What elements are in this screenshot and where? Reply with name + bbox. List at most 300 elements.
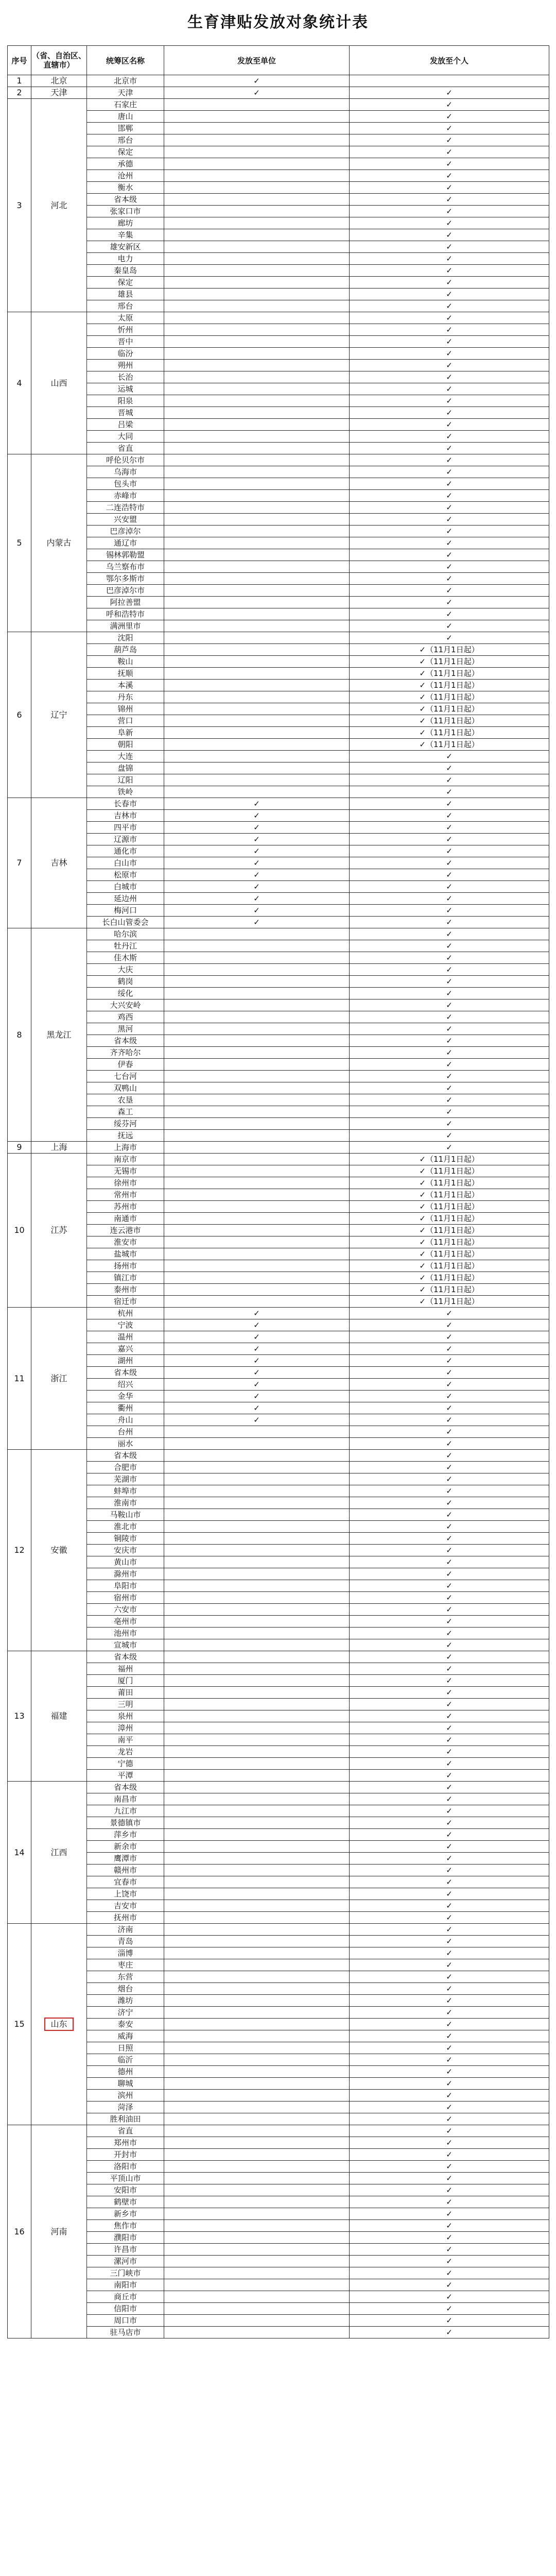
to-unit-cell bbox=[164, 2125, 350, 2137]
to-unit-cell bbox=[164, 2244, 350, 2256]
region-cell: 吕梁 bbox=[87, 419, 164, 431]
table-row bbox=[8, 146, 549, 158]
table-row bbox=[8, 1675, 549, 1687]
to-person-cell: ✓ bbox=[350, 2102, 549, 2113]
table-row bbox=[8, 644, 549, 656]
region-cell: 德州 bbox=[87, 2066, 164, 2078]
to-unit-cell bbox=[164, 1568, 350, 1580]
table-row bbox=[8, 964, 549, 976]
table-row bbox=[8, 869, 549, 881]
table-row bbox=[8, 620, 549, 632]
to-unit-cell bbox=[164, 1094, 350, 1106]
to-person-cell: ✓（11月1日起） bbox=[350, 703, 549, 715]
table-row bbox=[8, 1391, 549, 1402]
to-unit-cell bbox=[164, 1947, 350, 1959]
table-row bbox=[8, 928, 549, 940]
to-unit-cell bbox=[164, 1912, 350, 1924]
region-cell: 聊城 bbox=[87, 2078, 164, 2090]
to-person-cell: ✓（11月1日起） bbox=[350, 680, 549, 691]
table-row bbox=[8, 407, 549, 419]
region-cell: 盐城市 bbox=[87, 1248, 164, 1260]
region-cell: 伊春 bbox=[87, 1059, 164, 1071]
table-row bbox=[8, 454, 549, 466]
region-cell: 漯河市 bbox=[87, 2256, 164, 2267]
region-cell: 衡水 bbox=[87, 182, 164, 194]
table-row bbox=[8, 1082, 549, 1094]
to-person-cell: ✓ bbox=[350, 431, 549, 443]
to-unit-cell bbox=[164, 1734, 350, 1746]
region-cell: 潍坊 bbox=[87, 1995, 164, 2007]
region-cell: 连云港市 bbox=[87, 1225, 164, 1236]
to-unit-cell bbox=[164, 1604, 350, 1616]
to-person-cell: ✓ bbox=[350, 2327, 549, 2338]
region-cell: 菏泽 bbox=[87, 2102, 164, 2113]
to-person-cell: ✓ bbox=[350, 289, 549, 300]
to-unit-cell: ✓ bbox=[164, 1343, 350, 1355]
region-cell: 南京市 bbox=[87, 1154, 164, 1165]
table-row bbox=[8, 336, 549, 348]
table-row bbox=[8, 691, 549, 703]
table-row bbox=[8, 1865, 549, 1876]
table-row bbox=[8, 170, 549, 182]
seq-cell: 5 bbox=[8, 454, 31, 632]
to-person-cell: ✓ bbox=[350, 194, 549, 206]
region-cell: 景德镇市 bbox=[87, 1817, 164, 1829]
table-row bbox=[8, 2256, 549, 2267]
to-unit-cell bbox=[164, 1509, 350, 1521]
to-person-cell: ✓ bbox=[350, 1675, 549, 1687]
to-person-cell: ✓ bbox=[350, 2042, 549, 2054]
table-row bbox=[8, 277, 549, 289]
table-row bbox=[8, 490, 549, 502]
region-cell: 兴安盟 bbox=[87, 514, 164, 526]
table-row bbox=[8, 680, 549, 691]
table-row bbox=[8, 2291, 549, 2303]
table-row bbox=[8, 1805, 549, 1817]
region-cell: 大连 bbox=[87, 751, 164, 762]
to-person-cell: ✓ bbox=[350, 466, 549, 478]
table-row bbox=[8, 1165, 549, 1177]
to-unit-cell bbox=[164, 123, 350, 134]
to-unit-cell bbox=[164, 490, 350, 502]
seq-cell: 3 bbox=[8, 99, 31, 312]
to-unit-cell bbox=[164, 1639, 350, 1651]
to-unit-cell: ✓ bbox=[164, 87, 350, 99]
region-cell: 鞍山 bbox=[87, 656, 164, 668]
table-row bbox=[8, 229, 549, 241]
region-cell: 盘锦 bbox=[87, 762, 164, 774]
to-unit-cell bbox=[164, 1011, 350, 1023]
table-row bbox=[8, 1912, 549, 1924]
seq-cell: 14 bbox=[8, 1782, 31, 1924]
table-row bbox=[8, 1616, 549, 1628]
to-person-cell: ✓ bbox=[350, 2125, 549, 2137]
table-row bbox=[8, 1011, 549, 1023]
table-row bbox=[8, 857, 549, 869]
to-person-cell: ✓（11月1日起） bbox=[350, 1189, 549, 1201]
table-row bbox=[8, 1710, 549, 1722]
to-unit-cell bbox=[164, 1663, 350, 1675]
to-person-cell: ✓ bbox=[350, 111, 549, 123]
header-province: （省、自治区、直辖市） bbox=[31, 46, 87, 75]
to-person-cell: ✓ bbox=[350, 1556, 549, 1568]
to-person-cell: ✓ bbox=[350, 1746, 549, 1758]
to-person-cell: ✓ bbox=[350, 277, 549, 289]
region-cell: 保定 bbox=[87, 277, 164, 289]
to-unit-cell bbox=[164, 2327, 350, 2338]
to-unit-cell: ✓ bbox=[164, 798, 350, 810]
table-row bbox=[8, 182, 549, 194]
region-cell: 吉安市 bbox=[87, 1900, 164, 1912]
to-unit-cell bbox=[164, 265, 350, 277]
to-person-cell: ✓ bbox=[350, 988, 549, 999]
region-cell: 泰安 bbox=[87, 2019, 164, 2030]
table-row bbox=[8, 1260, 549, 1272]
to-person-cell: ✓ bbox=[350, 1343, 549, 1355]
region-cell: 淮安市 bbox=[87, 1236, 164, 1248]
to-unit-cell bbox=[164, 1450, 350, 1462]
region-cell: 郑州市 bbox=[87, 2137, 164, 2149]
to-person-cell: ✓ bbox=[350, 1379, 549, 1391]
to-unit-cell bbox=[164, 1936, 350, 1947]
to-unit-cell bbox=[164, 620, 350, 632]
to-person-cell bbox=[350, 75, 549, 87]
to-person-cell: ✓ bbox=[350, 597, 549, 608]
to-unit-cell bbox=[164, 1888, 350, 1900]
seq-cell: 7 bbox=[8, 798, 31, 928]
table-row bbox=[8, 1177, 549, 1189]
to-unit-cell bbox=[164, 324, 350, 336]
to-unit-cell bbox=[164, 348, 350, 360]
region-cell: 唐山 bbox=[87, 111, 164, 123]
to-person-cell: ✓ bbox=[350, 751, 549, 762]
region-cell: 省本级 bbox=[87, 194, 164, 206]
to-person-cell: ✓ bbox=[350, 561, 549, 573]
table-row bbox=[8, 1118, 549, 1130]
province-cell: 河南 bbox=[31, 2125, 87, 2338]
to-person-cell: ✓ bbox=[350, 1687, 549, 1699]
region-cell: 营口 bbox=[87, 715, 164, 727]
to-unit-cell bbox=[164, 1675, 350, 1687]
to-person-cell: ✓ bbox=[350, 1710, 549, 1722]
to-person-cell: ✓ bbox=[350, 182, 549, 194]
region-cell: 邯郸 bbox=[87, 123, 164, 134]
to-person-cell: ✓ bbox=[350, 1367, 549, 1379]
to-person-cell: ✓ bbox=[350, 2137, 549, 2149]
region-cell: 漳州 bbox=[87, 1722, 164, 1734]
table-row bbox=[8, 1331, 549, 1343]
to-unit-cell bbox=[164, 2315, 350, 2327]
to-unit-cell bbox=[164, 253, 350, 265]
to-person-cell: ✓（11月1日起） bbox=[350, 1296, 549, 1308]
to-unit-cell bbox=[164, 952, 350, 964]
province-cell: 安徽 bbox=[31, 1450, 87, 1651]
to-unit-cell bbox=[164, 300, 350, 312]
region-cell: 满洲里市 bbox=[87, 620, 164, 632]
region-cell: 省本级 bbox=[87, 1367, 164, 1379]
to-unit-cell: ✓ bbox=[164, 1367, 350, 1379]
region-cell: 天津 bbox=[87, 87, 164, 99]
to-person-cell: ✓ bbox=[350, 1853, 549, 1865]
to-unit-cell bbox=[164, 526, 350, 537]
table-row bbox=[8, 1402, 549, 1414]
region-cell: 新余市 bbox=[87, 1841, 164, 1853]
table-row bbox=[8, 2113, 549, 2125]
region-cell: 铁岭 bbox=[87, 786, 164, 798]
to-person-cell: ✓ bbox=[350, 1521, 549, 1533]
table-row bbox=[8, 585, 549, 597]
to-person-cell: ✓ bbox=[350, 952, 549, 964]
to-unit-cell: ✓ bbox=[164, 1319, 350, 1331]
table-row bbox=[8, 514, 549, 526]
table-row bbox=[8, 632, 549, 644]
region-cell: 省本级 bbox=[87, 1450, 164, 1462]
to-person-cell: ✓ bbox=[350, 1308, 549, 1319]
to-unit-cell bbox=[164, 1462, 350, 1473]
table-row bbox=[8, 1699, 549, 1710]
region-cell: 宁波 bbox=[87, 1319, 164, 1331]
table-row bbox=[8, 1154, 549, 1165]
table-row bbox=[8, 1900, 549, 1912]
to-person-cell: ✓ bbox=[350, 1888, 549, 1900]
region-cell: 石家庄 bbox=[87, 99, 164, 111]
to-unit-cell bbox=[164, 1248, 350, 1260]
table-row bbox=[8, 1497, 549, 1509]
to-unit-cell bbox=[164, 644, 350, 656]
to-person-cell: ✓ bbox=[350, 2078, 549, 2090]
to-person-cell: ✓ bbox=[350, 1900, 549, 1912]
to-unit-cell bbox=[164, 99, 350, 111]
table-row bbox=[8, 1213, 549, 1225]
to-person-cell: ✓ bbox=[350, 549, 549, 561]
to-unit-cell bbox=[164, 549, 350, 561]
table-row bbox=[8, 194, 549, 206]
table-row bbox=[8, 1758, 549, 1770]
region-cell: 黑河 bbox=[87, 1023, 164, 1035]
table-row bbox=[8, 1782, 549, 1793]
table-row bbox=[8, 99, 549, 111]
region-cell: 通辽市 bbox=[87, 537, 164, 549]
region-cell: 晋城 bbox=[87, 407, 164, 419]
table-row bbox=[8, 976, 549, 988]
table-row bbox=[8, 1094, 549, 1106]
to-person-cell: ✓ bbox=[350, 502, 549, 514]
region-cell: 佳木斯 bbox=[87, 952, 164, 964]
region-cell: 鹤壁市 bbox=[87, 2196, 164, 2208]
seq-cell: 11 bbox=[8, 1308, 31, 1450]
page-title: 生育津贴发放对象统计表 bbox=[187, 13, 369, 31]
table-row bbox=[8, 111, 549, 123]
to-unit-cell bbox=[164, 2267, 350, 2279]
to-person-cell: ✓ bbox=[350, 1817, 549, 1829]
to-unit-cell bbox=[164, 2019, 350, 2030]
table-row bbox=[8, 1308, 549, 1319]
region-cell: 南昌市 bbox=[87, 1793, 164, 1805]
province-cell: 天津 bbox=[31, 87, 87, 99]
seq-cell: 13 bbox=[8, 1651, 31, 1782]
table-row bbox=[8, 217, 549, 229]
table-row bbox=[8, 1604, 549, 1616]
region-cell: 济南 bbox=[87, 1924, 164, 1936]
to-person-cell: ✓ bbox=[350, 300, 549, 312]
table-row bbox=[8, 573, 549, 585]
to-unit-cell bbox=[164, 2137, 350, 2149]
to-unit-cell bbox=[164, 1296, 350, 1308]
table-row bbox=[8, 1817, 549, 1829]
to-unit-cell bbox=[164, 1853, 350, 1865]
to-person-cell: ✓ bbox=[350, 976, 549, 988]
table-row bbox=[8, 300, 549, 312]
to-person-cell: ✓ bbox=[350, 1734, 549, 1746]
to-person-cell: ✓ bbox=[350, 573, 549, 585]
to-person-cell: ✓ bbox=[350, 1462, 549, 1473]
to-person-cell: ✓ bbox=[350, 1936, 549, 1947]
to-unit-cell bbox=[164, 1556, 350, 1568]
to-unit-cell bbox=[164, 2208, 350, 2220]
to-unit-cell bbox=[164, 1710, 350, 1722]
region-cell: 池州市 bbox=[87, 1628, 164, 1639]
region-cell: 抚远 bbox=[87, 1130, 164, 1142]
table-row bbox=[8, 312, 549, 324]
table-row bbox=[8, 1651, 549, 1663]
to-unit-cell: ✓ bbox=[164, 1379, 350, 1391]
to-unit-cell bbox=[164, 1533, 350, 1545]
table-row bbox=[8, 1201, 549, 1213]
region-cell: 宿迁市 bbox=[87, 1296, 164, 1308]
to-person-cell: ✓ bbox=[350, 1426, 549, 1438]
to-person-cell: ✓ bbox=[350, 869, 549, 881]
to-person-cell: ✓ bbox=[350, 1438, 549, 1450]
to-person-cell: ✓ bbox=[350, 371, 549, 383]
to-unit-cell bbox=[164, 443, 350, 454]
region-cell: 白山市 bbox=[87, 857, 164, 869]
region-cell: 巴彦淖尔市 bbox=[87, 585, 164, 597]
header-to-person: 发放至个人 bbox=[350, 46, 549, 75]
to-unit-cell bbox=[164, 2279, 350, 2291]
region-cell: 衢州 bbox=[87, 1402, 164, 1414]
table-row bbox=[8, 1829, 549, 1841]
region-cell: 雄安新区 bbox=[87, 241, 164, 253]
to-person-cell: ✓ bbox=[350, 845, 549, 857]
table-row bbox=[8, 123, 549, 134]
to-person-cell: ✓ bbox=[350, 2232, 549, 2244]
to-person-cell: ✓（11月1日起） bbox=[350, 715, 549, 727]
to-person-cell: ✓ bbox=[350, 2007, 549, 2019]
to-unit-cell bbox=[164, 277, 350, 289]
to-person-cell: ✓ bbox=[350, 1391, 549, 1402]
region-cell: 马鞍山市 bbox=[87, 1509, 164, 1521]
table-row bbox=[8, 822, 549, 834]
to-person-cell: ✓（11月1日起） bbox=[350, 691, 549, 703]
to-person-cell: ✓ bbox=[350, 2315, 549, 2327]
to-person-cell: ✓ bbox=[350, 2019, 549, 2030]
region-cell: 无锡市 bbox=[87, 1165, 164, 1177]
region-cell: 农垦 bbox=[87, 1094, 164, 1106]
to-person-cell: ✓ bbox=[350, 1497, 549, 1509]
to-unit-cell bbox=[164, 2173, 350, 2184]
table-row bbox=[8, 845, 549, 857]
table-body bbox=[8, 75, 549, 2338]
to-unit-cell bbox=[164, 988, 350, 999]
region-cell: 台州 bbox=[87, 1426, 164, 1438]
to-person-cell: ✓ bbox=[350, 1568, 549, 1580]
to-person-cell: ✓ bbox=[350, 1865, 549, 1876]
seq-cell: 16 bbox=[8, 2125, 31, 2338]
to-unit-cell bbox=[164, 999, 350, 1011]
to-person-cell: ✓ bbox=[350, 443, 549, 454]
table-row bbox=[8, 999, 549, 1011]
region-cell: 朝阳 bbox=[87, 739, 164, 751]
to-person-cell: ✓ bbox=[350, 537, 549, 549]
to-person-cell: ✓ bbox=[350, 1331, 549, 1343]
region-cell: 省本级 bbox=[87, 1035, 164, 1047]
province-cell: 上海 bbox=[31, 1142, 87, 1154]
table-row bbox=[8, 952, 549, 964]
region-cell: 锡林郭勒盟 bbox=[87, 549, 164, 561]
to-person-cell: ✓ bbox=[350, 1059, 549, 1071]
region-cell: 森工 bbox=[87, 1106, 164, 1118]
region-cell: 呼伦贝尔市 bbox=[87, 454, 164, 466]
to-unit-cell bbox=[164, 1236, 350, 1248]
to-person-cell: ✓ bbox=[350, 2220, 549, 2232]
to-person-cell: ✓ bbox=[350, 1047, 549, 1059]
region-cell: 东营 bbox=[87, 1971, 164, 1983]
highlighted-province: 山东 bbox=[44, 2018, 73, 2031]
to-unit-cell bbox=[164, 561, 350, 573]
to-unit-cell bbox=[164, 182, 350, 194]
to-person-cell: ✓（11月1日起） bbox=[350, 1272, 549, 1284]
table-row bbox=[8, 1319, 549, 1331]
region-cell: 长春市 bbox=[87, 798, 164, 810]
seq-cell: 15 bbox=[8, 1924, 31, 2125]
to-unit-cell bbox=[164, 2066, 350, 2078]
to-unit-cell bbox=[164, 2303, 350, 2315]
region-cell: 合肥市 bbox=[87, 1462, 164, 1473]
seq-cell: 8 bbox=[8, 928, 31, 1142]
to-person-cell: ✓ bbox=[350, 383, 549, 395]
table-row bbox=[8, 2173, 549, 2184]
table-row bbox=[8, 774, 549, 786]
to-unit-cell bbox=[164, 407, 350, 419]
region-cell: 泉州 bbox=[87, 1710, 164, 1722]
region-cell: 辛集 bbox=[87, 229, 164, 241]
to-person-cell: ✓ bbox=[350, 810, 549, 822]
to-unit-cell bbox=[164, 1485, 350, 1497]
region-cell: 济宁 bbox=[87, 2007, 164, 2019]
table-row bbox=[8, 1379, 549, 1391]
region-cell: 辽阳 bbox=[87, 774, 164, 786]
to-person-cell: ✓ bbox=[350, 1035, 549, 1047]
to-person-cell: ✓ bbox=[350, 2173, 549, 2184]
to-unit-cell bbox=[164, 2030, 350, 2042]
to-person-cell: ✓ bbox=[350, 1959, 549, 1971]
to-person-cell: ✓ bbox=[350, 632, 549, 644]
to-unit-cell: ✓ bbox=[164, 834, 350, 845]
to-person-cell: ✓ bbox=[350, 1983, 549, 1995]
table-row bbox=[8, 1047, 549, 1059]
to-unit-cell bbox=[164, 1900, 350, 1912]
region-cell: 松原市 bbox=[87, 869, 164, 881]
region-cell: 平潭 bbox=[87, 1770, 164, 1782]
table-row bbox=[8, 526, 549, 537]
table-row bbox=[8, 715, 549, 727]
to-unit-cell: ✓ bbox=[164, 881, 350, 893]
region-cell: 省本级 bbox=[87, 1782, 164, 1793]
to-person-cell: ✓ bbox=[350, 1592, 549, 1604]
table-row bbox=[8, 798, 549, 810]
to-unit-cell bbox=[164, 371, 350, 383]
region-cell: 南平 bbox=[87, 1734, 164, 1746]
